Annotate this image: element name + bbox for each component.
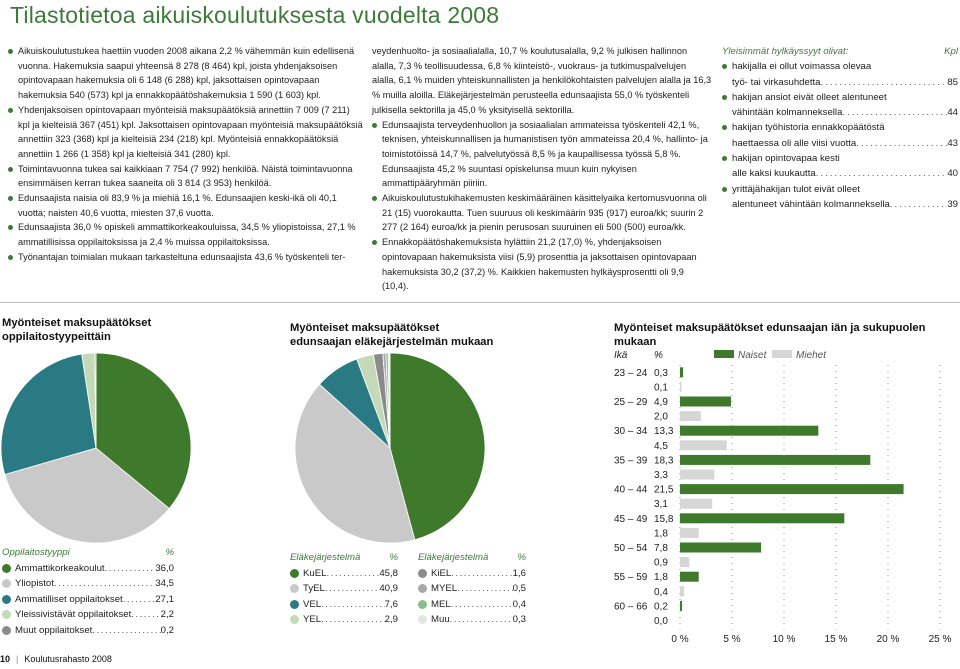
category-label: 55 – 59 — [614, 572, 648, 584]
rejection-reasons — [722, 44, 958, 212]
value-label: 13,3 — [654, 426, 674, 438]
legend-item: Muut oppilaitokset ..... 0,2 — [2, 623, 174, 639]
legend-swatch-naiset — [714, 350, 734, 358]
bar-naiset — [680, 513, 844, 523]
page-footer: 10 | Koulutusrahasto 2008 — [0, 654, 112, 664]
category-label: 30 – 34 — [614, 426, 648, 438]
x-tick-label: 20 % — [876, 633, 900, 645]
bar-naiset — [680, 426, 818, 436]
bar-miehet — [680, 470, 714, 480]
bar-naiset — [680, 543, 761, 553]
list-item: hakijalla ei ollut voimassa olevaa työ- tai virkasuhdetta ..... 85 — [722, 59, 958, 90]
bar-miehet — [680, 440, 727, 450]
legend-label-naiset: Naiset — [738, 350, 767, 361]
bar-miehet — [680, 528, 699, 538]
text-column-2 — [372, 44, 712, 294]
legend-oppilaitostyyppi: Oppilaitostyyppi % Ammattikorkeakoulut ..... 36,0 Yliopistot ..... 34,5 Ammatilliset oppilaitokset ..... 27,1 Yleissivistävät oppilaitokset ..... 2,2 Muut oppilaitokset ..... 0,2 — [2, 545, 174, 638]
list-item: yrittäjähakijan tulot eivät olleet alentuneet vähintään kolmanneksella ..... 39 — [722, 182, 958, 213]
bar-naiset — [680, 455, 870, 465]
x-tick-label: 5 % — [723, 633, 741, 645]
value-label: 3,3 — [654, 470, 668, 481]
value-label: 3,1 — [654, 499, 668, 511]
section-divider — [0, 302, 960, 303]
value-label: 0,2 — [654, 601, 668, 613]
page-title: Tilastotietoa aikuiskoulutuksesta vuodelta 2008 — [10, 2, 500, 28]
value-label: 2,0 — [654, 411, 668, 423]
paragraph: Aikuiskoulutustukihakemusten keskimääräinen käsittelyaika kertomusvuonna oli 21 (15) vuorokautta. Tuen suuruus oli keskimäärin 935 (917) euroa/kk; suurin 2 277 (2 164) euroa/kk ja pienin perusosan suuruinen eli 500 (500) euroa/kk. — [372, 191, 712, 235]
category-label: 25 – 29 — [614, 397, 648, 408]
chart2-title: Myönteiset maksupäätökset edunsaajan eläkejärjestelmän mukaan — [290, 322, 494, 348]
bar-naiset — [680, 601, 682, 611]
legend-item: Yliopistot ..... 34,5 — [2, 576, 174, 592]
legend-item: MEL ..... 0,4 — [418, 597, 526, 613]
text-column-1 — [8, 44, 364, 265]
legend-elakejarjestelma-a: Eläkejärjestelmä % KuEL ..... 45,8 TyEL ..... 40,9 VEL ..... 7,6 YEL ..... 2,9 — [290, 550, 398, 628]
category-label: 50 – 54 — [614, 543, 648, 554]
x-tick-label: 10 % — [772, 633, 796, 645]
legend-item: KuEL ..... 45,8 — [290, 566, 398, 582]
legend-elakejarjestelma-b: Eläkejärjestelmä % KiEL ..... 1,6 MYEL ..... 0,5 MEL ..... 0,4 Muu ..... 0,3 — [418, 550, 526, 628]
bar-naiset — [680, 484, 904, 494]
paragraph: Yhdenjaksoisen opintovapaan myönteisiä maksupäätöksiä annettiin 7 009 (7 211) kpl ja kielteisiä 367 (451) kpl. Jaksottaisen opintovapaan myönteisiä maksupäätöksiä annettiin 323 (368) kpl ja kielteisiä 234 (218) kpl. Myönteisiä ennakkopäätöksiä annettiin 1 266 (1 358) kpl ja kielteisiä 341 (280) kpl. — [8, 103, 364, 162]
category-label: 23 – 24 — [614, 367, 648, 379]
category-label: 45 – 49 — [614, 513, 648, 525]
value-label: 0,9 — [654, 557, 668, 569]
category-label: 35 – 39 — [614, 455, 648, 467]
paragraph: Työnantajan toimialan mukaan tarkasteltuna edunsaajista 43,6 % työskenteli ter- — [8, 250, 364, 265]
value-label: 0,3 — [654, 367, 668, 379]
bar-naiset — [680, 572, 699, 582]
bar-chart-ika-sukupuoli — [600, 345, 960, 645]
bar-miehet — [680, 411, 701, 421]
value-header: % — [654, 350, 663, 361]
value-label: 18,3 — [654, 455, 674, 467]
list-item: hakijan opintovapaa kesti alle kaksi kuukautta ..... 40 — [722, 151, 958, 182]
paragraph: Aikuiskoulutustukea haettiin vuoden 2008 aikana 2,2 % vähemmän kuin edellisenä vuonna. Hakemuksia saapui yhteensä 8 278 (8 464) kpl, joista yhdenjaksoisen opintovapaan hakemuksia oli 6 148 (6 288) kpl, jaksottaisen opintovapaan hakemuksia 540 (573) kpl ja ennakkopäätöshakemuksia 1 590 (1 603) kpl. — [8, 44, 364, 103]
bar-miehet — [680, 557, 689, 567]
paragraph: Edunsaajista naisia oli 83,9 % ja miehiä 16,1 %. Edunsaajien keski-ikä oli 40,1 vuotta; naisten 40,6 vuotta, miesten 37,6 vuotta. — [8, 191, 364, 220]
chart1-title: Myönteiset maksupäätökset oppilaitostyypeittäin — [2, 317, 152, 343]
category-label: 40 – 44 — [614, 484, 648, 496]
legend-item: VEL ..... 7,6 — [290, 597, 398, 613]
legend-item: Ammattikorkeakoulut ..... 36,0 — [2, 561, 174, 577]
bar-naiset — [680, 367, 683, 377]
paragraph: Edunsaajista terveydenhuollon ja sosiaalialan ammateissa työskenteli 42,1 %, teknisen, yhteiskunnallisen ja humanistisen työn ammateissa 20,4 %, hallinto- ja toimistotöissä 14,7 %, palvelutyössä 8,5 % ja kaupallisessa työssä 5,8 %. Edunsaajista 45,2 % suuntasi opiskelunsa muun kuin nykyisen ammattipääryhmän piiriin. — [372, 118, 712, 192]
value-label: 7,8 — [654, 543, 668, 554]
chart3-title: Myönteiset maksupäätökset edunsaajan iän ja sukupuolen mukaan — [614, 322, 926, 348]
legend-item: Yleissivistävät oppilaitokset ..... 2,2 — [2, 607, 174, 623]
legend-item: MYEL ..... 0,5 — [418, 581, 526, 597]
paragraph: Ennakkopäätöshakemuksista hylättiin 21,2 (17,0) %, yhdenjaksoisen opintovapaan hakemuksista viisi (5,9) prosenttia ja jaksottaisen opintovapaan hakemuksista 30,2 (37,2) %. Kaikkien hakemusten hylkäysprosentti oli 9,9 (10,4). — [372, 235, 712, 294]
rejection-reasons-header: Yleisimmät hylkäyssyyt olivat: Kpl — [722, 46, 958, 57]
value-label: 4,5 — [654, 440, 668, 452]
value-label: 0,4 — [654, 586, 668, 598]
list-item: hakijan ansiot eivät olleet alentuneet vähintään kolmanneksella ..... 44 — [722, 90, 958, 121]
value-label: 0,1 — [654, 382, 668, 394]
paragraph: Toimintavuonna tukea sai kaikkiaan 7 754 (7 992) henkilöä. Näistä toimintavuonna ensimmäisen kerran tukea saaneita oli 3 814 (3 953) henkilöä. — [8, 162, 364, 191]
value-label: 0,0 — [654, 616, 668, 627]
bar-naiset — [680, 397, 731, 407]
paragraph: veydenhuolto- ja sosiaalialalla, 10,7 % koulutusalalla, 9,2 % julkisen hallinnon alalla, 7,3 % teollisuudessa, 6,8 % kiinteistö-, vuokraus- ja tutkimuspalvelujen alalla, 6,1 % muiden yhteiskunnallisten ja henkilökohtaisten palvelujen alalla ja 16,3 % muilla aloilla. Eläkejärjestelmän perusteella edunsaajista 55,0 % työskenteli julkisella sektorilla ja 45,0 % yksityisellä sektorilla. — [372, 46, 712, 115]
value-label: 21,5 — [654, 484, 674, 496]
legend-item: Ammatilliset oppilaitokset ..... 27,1 — [2, 592, 174, 608]
bar-miehet — [680, 499, 712, 509]
x-tick-label: 0 % — [671, 633, 689, 645]
category-label: 60 – 66 — [614, 601, 648, 613]
pie-chart-elakejarjestelma — [280, 350, 500, 550]
legend-label-miehet: Miehet — [796, 350, 827, 361]
value-label: 15,8 — [654, 513, 674, 525]
legend-item: KiEL ..... 1,6 — [418, 566, 526, 582]
legend-item: TyEL ..... 40,9 — [290, 581, 398, 597]
bar-miehet — [680, 586, 684, 596]
publication-name: Koulutusrahasto 2008 — [24, 654, 112, 664]
value-label: 1,8 — [654, 572, 668, 584]
x-tick-label: 15 % — [824, 633, 848, 645]
value-label: 1,8 — [654, 528, 668, 540]
value-label: 4,9 — [654, 397, 668, 408]
page-number: 10 — [0, 654, 11, 664]
legend-item: Muu ..... 0,3 — [418, 612, 526, 628]
legend-item: YEL ..... 2,9 — [290, 612, 398, 628]
y-axis-header: Ikä — [614, 350, 628, 361]
pie-chart-oppilaitostyyppi — [0, 350, 200, 550]
bar-miehet — [680, 382, 682, 392]
paragraph: Edunsaajista 36,0 % opiskeli ammattikorkeakouluissa, 34,5 % yliopistoissa, 27,1 % ammatillisissa oppilaitoksissa ja 2,4 % muissa oppilaitoksissa. — [8, 220, 364, 249]
legend-swatch-miehet — [772, 350, 792, 358]
x-tick-label: 25 % — [928, 633, 952, 645]
list-item: hakijan työhistoria ennakkopäätöstä haettaessa oli alle viisi vuotta ..... 43 — [722, 120, 958, 151]
